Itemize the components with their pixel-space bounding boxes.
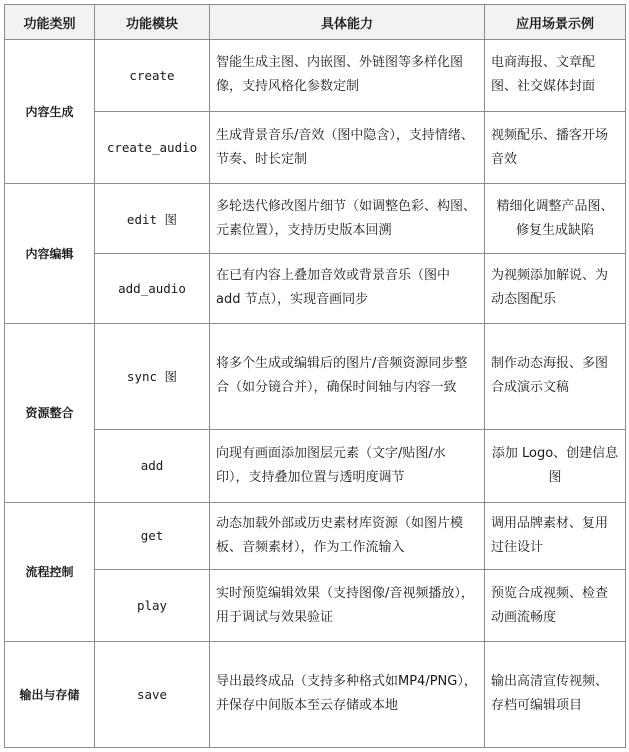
category-cell: 资源整合: [5, 323, 95, 502]
scenario-cell: 输出高清宣传视频、存档可编辑项目: [485, 641, 626, 747]
capability-cell: 生成背景音乐/音效（图中隐含），支持情绪、节奏、时长定制: [210, 111, 485, 184]
scenario-cell: 精细化调整产品图、修复生成缺陷: [485, 184, 626, 254]
header-row: [5, 5, 626, 40]
table-row: [5, 570, 626, 642]
scenario-cell: 添加 Logo、创建信息图: [485, 429, 626, 502]
module-cell: save: [95, 641, 210, 747]
scenario-cell: 电商海报、文章配图、社交媒体封面: [485, 40, 626, 112]
category-cell: 流程控制: [5, 502, 95, 641]
scenario-cell: 制作动态海报、多图合成演示文稿: [485, 323, 626, 429]
module-cell: add_audio: [95, 254, 210, 324]
header-capability: 具体能力: [210, 5, 485, 40]
table-row: [5, 429, 626, 502]
capability-cell: 实时预览编辑效果（支持图像/音视频播放），用于调试与效果验证: [210, 570, 485, 642]
module-cell: sync 图: [95, 323, 210, 429]
table-row: [5, 254, 626, 324]
capability-cell: 动态加载外部或历史素材库资源（如图片模板、音频素材），作为工作流输入: [210, 502, 485, 570]
scenario-cell: 视频配乐、播客开场音效: [485, 111, 626, 184]
capability-cell: 向现有画面添加图层元素（文字/贴图/水印），支持叠加位置与透明度调节: [210, 429, 485, 502]
header-category: 功能类别: [5, 5, 95, 40]
capability-cell: 将多个生成或编辑后的图片/音频资源同步整合（如分镜合并），确保时间轴与内容一致: [210, 323, 485, 429]
table-row: [5, 641, 626, 747]
scenario-cell: 调用品牌素材、复用过往设计: [485, 502, 626, 570]
module-cell: play: [95, 570, 210, 642]
table-row: [5, 502, 626, 570]
module-cell: add: [95, 429, 210, 502]
header-scenario: 应用场景示例: [485, 5, 626, 40]
capability-cell: 导出最终成品（支持多种格式如MP4/PNG），并保存中间版本至云存储或本地: [210, 641, 485, 747]
category-cell: 输出与存储: [5, 641, 95, 747]
table-row: [5, 111, 626, 184]
module-cell: edit 图: [95, 184, 210, 254]
header-module: 功能模块: [95, 5, 210, 40]
capability-cell: 在已有内容上叠加音效或背景音乐（图中 add 节点），实现音画同步: [210, 254, 485, 324]
scenario-cell: 预览合成视频、检查动画流畅度: [485, 570, 626, 642]
capability-table: [4, 4, 626, 748]
table-row: [5, 184, 626, 254]
table-row: [5, 40, 626, 112]
category-cell: 内容编辑: [5, 184, 95, 323]
module-cell: create_audio: [95, 111, 210, 184]
category-cell: 内容生成: [5, 40, 95, 184]
capability-cell: 多轮迭代修改图片细节（如调整色彩、构图、元素位置），支持历史版本回溯: [210, 184, 485, 254]
module-cell: get: [95, 502, 210, 570]
module-cell: create: [95, 40, 210, 112]
table-row: [5, 323, 626, 429]
capability-cell: 智能生成主图、内嵌图、外链图等多样化图像，支持风格化参数定制: [210, 40, 485, 112]
scenario-cell: 为视频添加解说、为动态图配乐: [485, 254, 626, 324]
